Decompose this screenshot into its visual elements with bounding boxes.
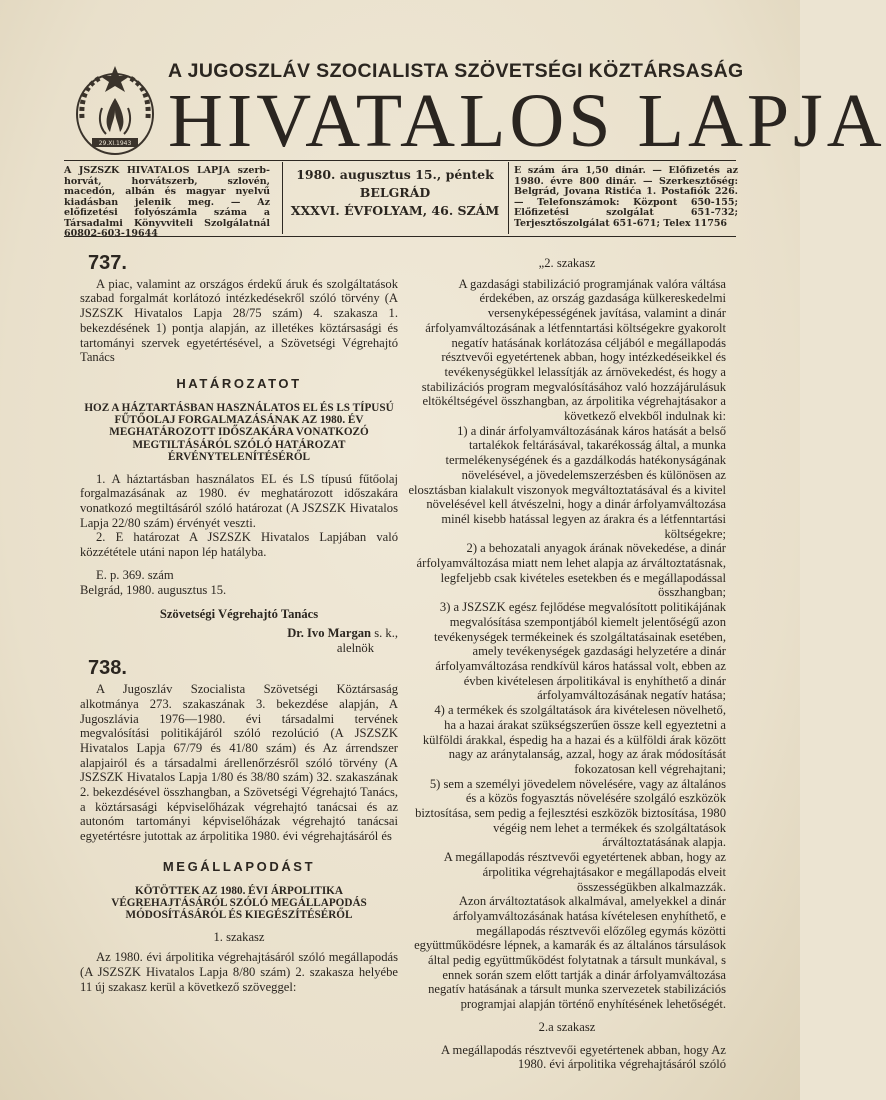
masthead-center-info: [290, 166, 500, 220]
section-label: 2.a szakasz: [538, 1019, 596, 1034]
paragraph: Azon árváltoztatások alkalmával, amelyekkel a dinár árfolyamváltozásának hatása kívételesen enyhíthető, e megállapodás résztvevői előzőleg egymás közötti együttműködésre lépnek, a kamarák és az általános társulások által pedig együttműködést folytatnak a társult munkával, s ennek során szem előtt tartják a dinár árfolyamváltozása negatív hatásának a társult munka szervezetek stabilizációs programjai alapján történő enyhítésének lehetőségét.: [414, 894, 726, 1012]
paragraph: A gazdasági stabilizáció programjának valóra váltása érdekében, az ország gazdasága külkereskedelmi versenyképességének javítása, valamint a dinár árfolyamváltozásának a létfenntartási költségekre gyakorolt negatív hatásának korlátozása céljából e megállapodás résztvevői egyetértenek abban, hogy intézkedéseikkel és tevékenységükkel lelassítják az árnövekedést, és hogy a stabilizációs program megvalósításához való hozzájárulásuk eltökéltségével összhangban, az árpolitika végrehajtásakor a következő elvekből indulnak ki:: [421, 276, 726, 424]
right-column: [408, 250, 726, 1072]
list-item: 3) a JSZSZK egész fejlődése megvalósított politikájának megvalósítása szempontjából kiemelt jelentőségű azon tevékenységek termékeinek és szolgáltatásainak esetében, amely tevékenységek gazdasági helyzetére a dinár árfolyamváltozása rendkívül káros hatással volt, ebben az évben kivételesen árpolitikával is enyhíthető a dinár árfolyamváltozásának negatív hatása;: [434, 600, 726, 703]
signer-name: Dr. Ivo Margan: [287, 625, 372, 640]
paragraph: 2. E határozat A JSZSZK Hivatalos Lapjában való közzététele utáni napon lép hatályba.: [80, 530, 398, 560]
list-item: 4) a termékek és szolgáltatások ára kivételesen növelhető, ha a hazai árakat szükségszerűen össze kell egyeztetni a külföldi árakkal, éspedig ha a hazai és a külföldi árak között nagy az aránytalanság, azzal, hogy az árak módosítását fokozatosan kell végrehajtani;: [422, 703, 726, 776]
list-item: 2) a behozatali anyagok árának növekedése, a dinár árfolyamváltozása miatt nem lehet alapja az árváltoztatásnak, legfeljebb csak kivételes esetekben és e megállapodással összhangban;: [416, 541, 726, 600]
signer-suffix: s. k.,: [374, 625, 398, 640]
masthead-divider-left: [282, 162, 283, 234]
place-date: Belgrád, 1980. augusztus 15.: [80, 582, 227, 597]
svg-text:29.XI.1943: 29.XI.1943: [98, 140, 132, 147]
paragraph: A megállapodás résztvevői egyetértenek abban, hogy az árpolitika végrehajtásakor e megállapodás elveit összességükben alkalmazzák.: [443, 850, 726, 894]
section-label: „2. szakasz: [538, 256, 596, 270]
decision-heading: HATÁROZATOT: [176, 375, 302, 391]
masthead-left-info: A JSZSZK HIVATALOS LAPJA szerb-horvát, horvátszerb, szlovén, macedón, albán és magyar nyelvű kiadásban jelenik meg. — Az előfizetési folyószámla száma a Társadalmi Könyvviteli Szolgálatnál 60802-603-19644: [64, 165, 270, 239]
paragraph: A megállapodás résztvevői egyetértenek abban, hogy Az 1980. évi árpolitika végrehajtásáról szóló: [440, 1042, 726, 1072]
issue-date: 1980. augusztus 15., péntek: [296, 167, 494, 182]
list-item: 1) a dinár árfolyamváltozásának káros hatását a belső tartalékok feltárásával, takarékosság által, a munka termelékenységének és a gazdálkodás hatékonyságának növelésével, a jövedelemszerzésben és különösen az elosztásban kialakult viszonyok megváltoztatásával és a kivitel növelésével kell átvészelni, hogy a dinár árfolyamváltozása minél kisebb hatással legyen az árakra és a létfenntartási költségekre;: [408, 423, 726, 541]
paragraph: 1. A háztartásban használatos EL és LS típusú fűtőolaj forgalmazásának az 1980. év meghatározott időszakára vonatkozó megtiltásáról szóló határozat (A JSZSZK Hivatalos Lapja 22/80 szám) érvényét veszti.: [80, 471, 398, 530]
masthead-right-info: E szám ára 1,50 dinár. — Előfizetés az 1980. évre 800 dinár. — Szerkesztőség: Belgrád, Jovana Ristića 1. Postafiók 226. — Telefonszámok: Központ 650-155; Előfizetési szolgálat 651-732; Terjesztőszolgálat 651-671; Telex 11756: [514, 165, 738, 229]
reference-number: E. p. 369. szám: [96, 567, 174, 582]
decision-title: HOZ A HÁZTARTÁSBAN HASZNÁLATOS EL ÉS LS TÍPUSÚ FŰTŐOLAJ FORGALMAZÁSÁNAK AZ 1980. ÉV MEGHATÁROZOTT IDŐSZAKÁRA VONATKOZÓ MEGTILTÁSÁRÓL SZÓLÓ HATÁROZAT ÉRVÉNYTELENÍTÉSÉRŐL: [84, 401, 394, 464]
signature: [80, 626, 398, 641]
issue-place: BELGRÁD: [359, 185, 431, 200]
paragraph: Az 1980. évi árpolitika végrehajtásáról szóló megállapodás (A JSZSZK Hivatalos Lapja 8/80 szám) 2. szakasza helyébe 11 új szakasz kerül a következő szöveggel:: [80, 950, 398, 994]
list-item: 5) sem a személyi jövedelem növelésére, vagy az általános és a közös fogyasztás növelésére szolgáló eszközök biztosítása, sem pedig a fejlesztési eszközök biztosítása, 1980 végéig nem lehet a termékek és szolgáltatások árváltoztatásának alapja.: [415, 776, 726, 850]
paragraph: A piac, valamint az országos érdekű áruk és szolgáltatások szabad forgalmát korlátozó intézkedésekről szóló törvény (A JSZSZK Hivatalos Lapja 28/75 szám) 4. szakasza 1. bekezdésének 1) pontja alapján, az illetékes köztársasági és tartományi szervek egyetértésével, a Szövetségi Végrehajtó Tanács: [80, 276, 398, 365]
paragraph: A Jugoszláv Szocialista Szövetségi Köztársaság alkotmánya 273. szakaszának 3. bekezdése alapján, A Jugoszlávia 1976—1980. évi társadalmi tervének megvalósítási politikájáról szóló rezolúció (A JSZSZK Hivatalos Lapja 67/79 és 41/80 szám) és Az árrendszer alapjairól és a társadalmi árellenőrzésről szóló törvény (A JSZSZK Hivatalos Lapja 1/80 és 38/80 szám) 32. szakaszának 2. bekezdésével összhangban, a Szövetségi Végrehajtó Tanács, a köztársasági képviselőházak végrehajtó tanácsai és az autonóm tartományi képviselőházak végrehajtó tanácsai egyetértésre jutottak az árpolitika 1980. évi végrehajtásáról és: [80, 682, 398, 844]
masthead-top-rule: [64, 160, 736, 161]
signer-title: alelnök: [336, 640, 374, 655]
act-number-737: 737.: [88, 252, 127, 274]
masthead-bottom-rule: [64, 236, 736, 237]
council-name: Szövetségi Végrehajtó Tanács: [159, 607, 319, 622]
agreement-heading: MEGÁLLAPODÁST: [162, 858, 316, 874]
left-column: [80, 250, 398, 995]
masthead-divider-right: [508, 162, 509, 234]
masthead-title: HIVATALOS LAPJA: [168, 79, 886, 163]
issue-volume: XXXVI. ÉVFOLYAM, 46. SZÁM: [290, 203, 500, 218]
section-label: 1. szakasz: [213, 929, 265, 944]
masthead-super-title: A JUGOSZLÁV SZOCIALISTA SZÖVETSÉGI KÖZTÁRSASÁG: [168, 60, 744, 82]
act-number-738: 738.: [88, 657, 127, 680]
yugoslav-coat-of-arms-icon: [70, 58, 160, 160]
agreement-title: KÖTÖTTEK AZ 1980. ÉVI ÁRPOLITIKA VÉGREHAJTÁSÁRÓL SZÓLÓ MEGÁLLAPODÁS MÓDOSÍTÁSÁRÓL ÉS KIEGÉSZÍTÉSÉRŐL: [111, 884, 367, 922]
